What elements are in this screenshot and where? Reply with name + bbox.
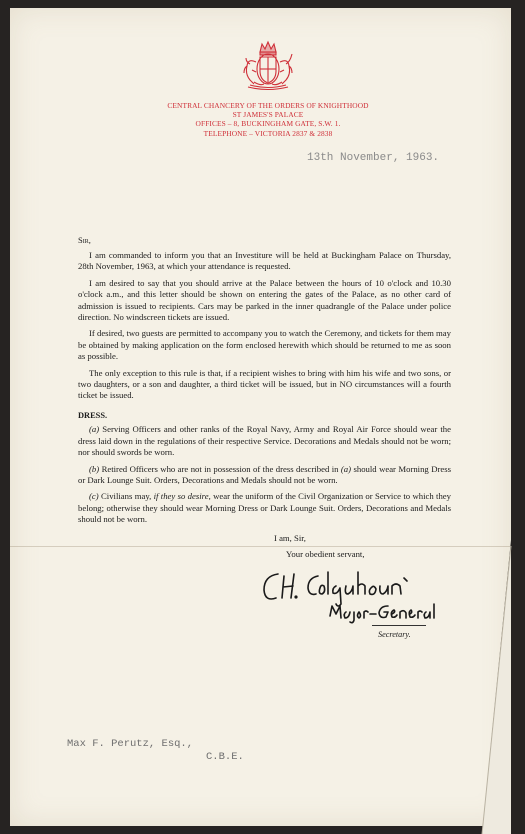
letter-body [78,250,451,531]
addressee-name: Max F. Perutz, Esq., [67,738,194,750]
letter-date: 13th November, 1963. [307,152,440,164]
dress-item-a [78,424,451,458]
closing: I am, Sir, [274,533,306,543]
dress-item-b [78,464,451,487]
body-paragraph: I am commanded to inform you that an Investiture will be held at Buckingham Palace on Thursday, 28th November, 1963, at which your attendance is requested. [78,250,451,272]
royal-coat-of-arms-icon [238,40,298,94]
letterhead-line: ST JAMES'S PALACE [232,110,304,120]
item-text: Serving Officers and other ranks of the Royal Navy, Army and Royal Air Force should wear the dress laid down in the regulations of their respective Service. Decorations and Medals should not be worn; nor should swords be worn. [78,424,451,458]
addressee-honours: C.B.E. [206,751,244,763]
letterhead [150,101,386,138]
letterhead-line: TELEPHONE – VICTORIA 2837 & 2838 [203,128,333,138]
item-text: should wear Morning Dress or Dark Lounge Suit. Orders, Decorations and Medals should not be worn. [78,463,451,485]
item-text: , wear the uniform of the Civil Organization or Service to which they belong; otherwise they should wear Morning Dress or Dark Lounge Suit. Orders, Decorations and Medals should not be worn. [78,491,452,525]
letterhead-line: OFFICES – 8, BUCKINGHAM GATE, S.W. 1. [195,119,341,129]
fold-line [10,546,511,547]
signature-underline [372,625,426,626]
body-paragraph: If desired, two guests are permitted to accompany you to watch the Ceremony, and tickets for them may be obtained by making application on the form enclosed herewith which should be returned to me as soon as possible. [78,328,451,362]
secretary-title: Secretary. [378,630,411,639]
item-marker: (b) [89,463,100,474]
item-reference: (a) [340,463,352,474]
valediction: Your obedient servant, [286,549,365,559]
item-text: Civilians may, [98,491,154,502]
dress-item-c [78,491,451,525]
body-paragraph: The only exception to this rule is that, if a recipient wishes to bring with him his wife and two sons, or two daughters, or a son and daughter, a third ticket will be issued, but in NO circumstances will a fourth ticket be issued. [78,367,451,401]
handwritten-signature [258,566,438,628]
item-marker: (a) [89,424,100,435]
item-text: Retired Officers who are not in possession of the dress described in [99,463,341,474]
folded-corner [462,540,517,834]
addressee [67,738,244,764]
salutation: Sir, [78,235,91,245]
dress-heading: DRESS. [78,410,108,420]
body-paragraph: I am desired to say that you should arrive at the Palace between the hours of 10 o'clock and 10.30 o'clock a.m., and this letter should be shown on entering the gates of the Palace, as no other card of admission is issued to recipients. Cars may be parked in the inner quadrangle of the Palace under police direction. No windscreen tickets are issued. [78,277,451,323]
item-emphasis: if they so desire [153,491,209,502]
letterhead-line: CENTRAL CHANCERY OF THE ORDERS OF KNIGHTHOOD [167,101,369,110]
item-marker: (c) [89,491,99,502]
